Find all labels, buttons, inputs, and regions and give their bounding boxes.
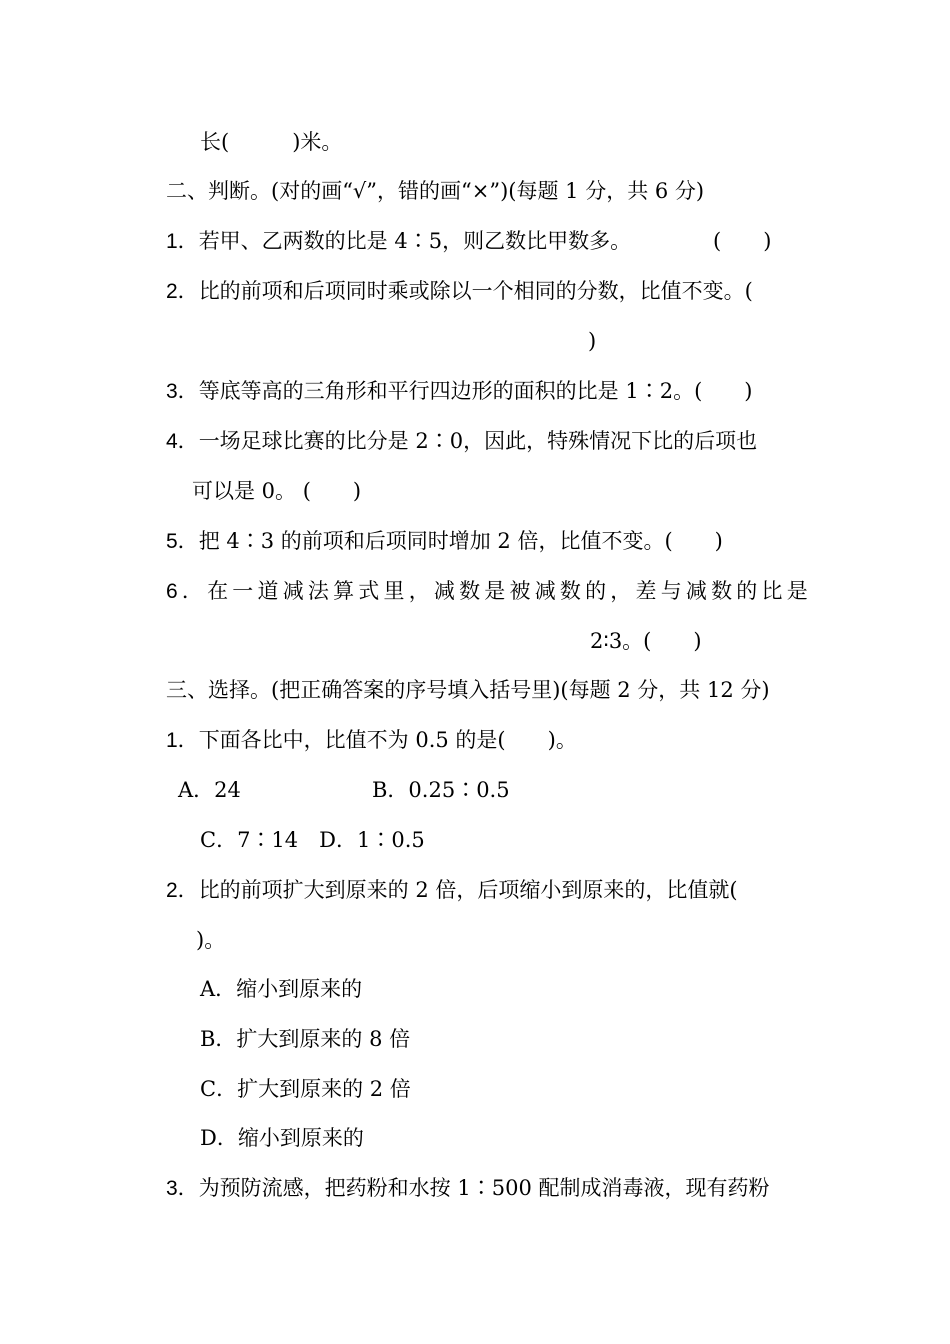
item-number: 1．	[166, 729, 199, 752]
item-text: 在一道减法算式里，减数是被减数的，差与减数的比是	[207, 579, 812, 603]
item-text: 比的前项和后项同时乘或除以一个相同的分数，比值不变。(	[198, 279, 753, 303]
item-number: 5．	[166, 530, 199, 553]
item-number: 3．	[166, 1177, 199, 1200]
item-text: 若甲、乙两数的比是 4∶5，则乙数比甲数多。	[198, 229, 632, 253]
item-text: 比的前项扩大到原来的 2 倍，后项缩小到原来的，比值就(	[198, 878, 738, 902]
judge-item-4-continued: 可以是 0。 ( )	[192, 479, 362, 503]
judge-item-6-continued: 2∶3。( )	[590, 629, 702, 653]
judge-item-2	[166, 277, 753, 306]
choice-option-b: B．0.25∶0.5	[372, 778, 510, 802]
item-text: 把 4∶3 的前项和后项同时增加 2 倍，比值不变。( )	[198, 529, 723, 553]
item-number: 3．	[166, 380, 199, 403]
item-number: 1．	[166, 230, 199, 253]
choice-option-b: B．扩大到原来的 8 倍	[200, 1027, 411, 1051]
item-number: 4．	[166, 430, 199, 453]
choice-option-a: A．24	[178, 778, 241, 802]
choice-item-2	[166, 876, 738, 905]
answer-paren: ( )	[713, 229, 772, 253]
answer-paren-close: )	[588, 329, 597, 353]
judge-item-5	[166, 527, 723, 556]
item-text: 等底等高的三角形和平行四边形的面积的比是 1∶2。( )	[198, 379, 753, 403]
item-number: 2．	[166, 879, 199, 902]
item-number: 6．	[166, 580, 208, 603]
judge-item-3	[166, 377, 752, 406]
item-text: 下面各比中，比值不为 0.5 的是( )。	[198, 728, 577, 752]
section-heading-judgement: 二、判断。(对的画“√”，错的画“×”)(每题 1 分，共 6 分)	[166, 179, 705, 203]
judge-item-6	[166, 577, 812, 606]
choice-options-c-d: C．7∶14 D．1∶0.5	[200, 828, 425, 852]
choice-item-1	[166, 726, 577, 755]
text-line-blank-length: 长( )米。	[200, 130, 343, 154]
choice-option-c: C．扩大到原来的 2 倍	[200, 1077, 411, 1101]
judge-item-1	[166, 227, 631, 256]
choice-option-d: D．缩小到原来的	[200, 1126, 364, 1150]
choice-item-3	[166, 1174, 769, 1203]
item-text: 为预防流感，把药粉和水按 1∶500 配制成消毒液，现有药粉	[198, 1176, 770, 1200]
section-heading-choice: 三、选择。(把正确答案的序号填入括号里)(每题 2 分，共 12 分)	[166, 678, 770, 702]
choice-option-a: A．缩小到原来的	[200, 977, 363, 1001]
choice-item-2-continued: )。	[196, 928, 226, 952]
item-number: 2．	[166, 280, 199, 303]
item-text: 一场足球比赛的比分是 2∶0，因此，特殊情况下比的后项也	[198, 429, 758, 453]
judge-item-4	[166, 427, 757, 456]
